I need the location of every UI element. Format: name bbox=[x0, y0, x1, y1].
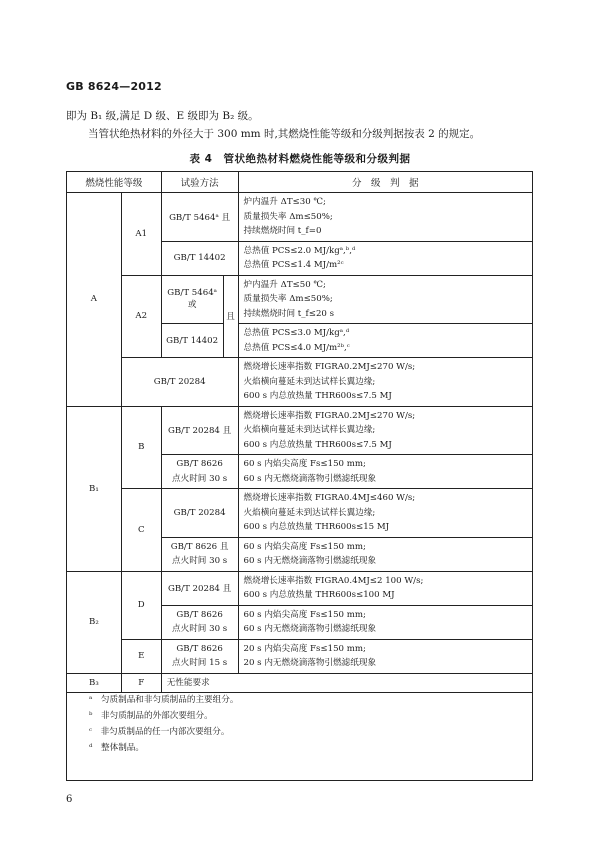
method-a2-and: 且 bbox=[223, 275, 238, 358]
criteria-e-8626 bbox=[238, 639, 532, 673]
criteria-line: 炉内温升 ΔT≤50 ℃; bbox=[243, 279, 326, 290]
method-b-8626 bbox=[161, 455, 238, 489]
method-a2-5464: GB/T 5464ᵃ 或 bbox=[161, 275, 223, 324]
criteria-line: 持续燃烧时间 t_f=0 bbox=[243, 226, 322, 236]
table-row bbox=[67, 489, 533, 538]
method-c-20284: GB/T 20284 bbox=[161, 489, 238, 538]
subgrade-a1: A1 bbox=[121, 193, 161, 276]
criteria-a2-14402 bbox=[238, 324, 532, 358]
criteria-b-20284 bbox=[238, 406, 532, 455]
grade-b3: B₃ bbox=[67, 673, 122, 693]
table-row bbox=[67, 193, 533, 242]
criteria-line: 火焰横向蔓延未到达试样长翼边缘; bbox=[243, 507, 376, 518]
header-method: 试验方法 bbox=[161, 172, 238, 193]
method-a2-14402: GB/T 14402 bbox=[161, 324, 223, 358]
footnote-b: ᵇ 非匀质制品的外部次要组分。 bbox=[89, 711, 213, 721]
criteria-line: 无性能要求 bbox=[166, 677, 210, 688]
criteria-a1-5464 bbox=[238, 193, 532, 242]
method-line: GB/T 8626 bbox=[176, 643, 223, 654]
criteria-c-8626 bbox=[238, 537, 532, 571]
header-criteria: 分 级 判 据 bbox=[238, 172, 532, 193]
paragraph-2: 当管状绝热材料的外径大于 300 mm 时,其燃烧性能等级和分级判据按表 2 的规定。 bbox=[88, 128, 481, 140]
table-row bbox=[67, 275, 533, 324]
footnote-c: ᶜ 非匀质制品的任一内部次要组分。 bbox=[89, 727, 230, 737]
subgrade-f: F bbox=[121, 673, 161, 693]
criteria-line: 600 s 内总放热量 THR600s≤100 MJ bbox=[243, 590, 395, 600]
criteria-line: 总热值 PCS≤2.0 MJ/kgᵃ,ᵇ,ᵈ bbox=[243, 245, 356, 256]
criteria-d-8626 bbox=[238, 605, 532, 639]
method-line: 点火时间 30 s bbox=[172, 624, 228, 634]
criteria-line: 燃烧增长速率指数 FIGRA0.4MJ≤460 W/s; bbox=[243, 493, 416, 503]
criteria-line: 60 s 内焰尖高度 Fs≤150 mm; bbox=[243, 541, 366, 552]
grade-a: A bbox=[67, 193, 122, 407]
criteria-line: 60 s 内焰尖高度 Fs≤150 mm; bbox=[243, 609, 366, 620]
criteria-b-8626 bbox=[238, 455, 532, 489]
criteria-line: 60 s 内无燃烧滴落物引燃滤纸现象 bbox=[243, 624, 377, 634]
method-d-8626 bbox=[161, 605, 238, 639]
criteria-line: 20 s 内焰尖高度 Fs≤150 mm; bbox=[243, 643, 366, 654]
criteria-line: 持续燃烧时间 t_f≤20 s bbox=[243, 308, 335, 319]
subgrade-b: B bbox=[121, 406, 161, 489]
criteria-line: 600 s 内总放热量 THR600s≤7.5 MJ bbox=[243, 391, 392, 401]
criteria-a1-14402 bbox=[238, 241, 532, 275]
method-line: 点火时间 30 s bbox=[172, 473, 228, 484]
classification-table bbox=[66, 171, 533, 693]
method-line: GB/T 8626 且 bbox=[170, 541, 229, 552]
page-number: 6 bbox=[66, 794, 73, 805]
criteria-line: 60 s 内无燃烧滴落物引燃滤纸现象 bbox=[243, 556, 377, 566]
criteria-d-20284 bbox=[238, 571, 532, 605]
criteria-line: 总热值 PCS≤4.0 MJ/m²ᵇ,ᶜ bbox=[243, 342, 350, 353]
paragraph-1: 即为 B₁ 级,满足 D 级、E 级即为 B₂ 级。 bbox=[66, 110, 259, 122]
method-line: GB/T 8626 bbox=[176, 459, 223, 469]
method-b-20284: GB/T 20284 且 bbox=[161, 406, 238, 455]
subgrade-a2: A2 bbox=[121, 275, 161, 358]
method-d-20284: GB/T 20284 且 bbox=[161, 571, 238, 605]
criteria-a2-5464 bbox=[238, 275, 532, 324]
criteria-line: 燃烧增长速率指数 FIGRA0.2MJ≤270 W/s; bbox=[243, 410, 416, 421]
criteria-line: 炉内温升 ΔT≤30 ℃; bbox=[243, 197, 326, 207]
criteria-c-20284 bbox=[238, 489, 532, 538]
criteria-line: 质量损失率 Δm≤50%; bbox=[243, 211, 333, 222]
criteria-line: 20 s 内无燃烧滴落物引燃滤纸现象 bbox=[243, 658, 377, 668]
table-row bbox=[67, 571, 533, 605]
grade-b1: B₁ bbox=[67, 406, 122, 571]
table-footnotes bbox=[66, 681, 533, 781]
method-a1-5464: GB/T 5464ᵃ 且 bbox=[161, 193, 238, 242]
table-row bbox=[67, 358, 533, 407]
footnote-a: ᵃ 匀质制品和非匀质制品的主要组分。 bbox=[89, 695, 239, 705]
criteria-line: 质量损失率 Δm≤50%; bbox=[243, 294, 333, 304]
footnote-d: ᵈ 整体制品。 bbox=[89, 743, 144, 753]
criteria-line: 60 s 内无燃烧滴落物引燃滤纸现象 bbox=[243, 473, 377, 484]
method-a-20284: GB/T 20284 bbox=[121, 358, 238, 407]
criteria-line: 600 s 内总放热量 THR600s≤7.5 MJ bbox=[243, 439, 392, 450]
table-caption: 表 4 管状绝热材料燃烧性能等级和分级判据 bbox=[189, 153, 411, 165]
grade-b2: B₂ bbox=[67, 571, 122, 673]
method-e-8626 bbox=[161, 639, 238, 673]
criteria-line: 火焰横向蔓延未到达试样长翼边缘; bbox=[243, 425, 376, 435]
table-row bbox=[67, 639, 533, 673]
table-row bbox=[67, 406, 533, 455]
table-header-row bbox=[67, 172, 533, 193]
criteria-line: 600 s 内总放热量 THR600s≤15 MJ bbox=[243, 522, 390, 532]
method-line: 点火时间 15 s bbox=[172, 658, 228, 668]
subgrade-c: C bbox=[121, 489, 161, 572]
criteria-line: 60 s 内焰尖高度 Fs≤150 mm; bbox=[243, 459, 366, 469]
criteria-line: 总热值 PCS≤3.0 MJ/kgᵃ,ᵈ bbox=[243, 328, 350, 338]
method-a1-14402: GB/T 14402 bbox=[161, 241, 238, 275]
standard-code: GB 8624—2012 bbox=[66, 80, 162, 93]
method-c-8626 bbox=[161, 537, 238, 571]
method-line: GB/T 8626 bbox=[176, 609, 223, 620]
criteria-line: 总热值 PCS≤1.4 MJ/m²ᶜ bbox=[243, 260, 344, 270]
method-line: 点火时间 30 s bbox=[172, 556, 228, 566]
criteria-line: 燃烧增长速率指数 FIGRA0.4MJ≤2 100 W/s; bbox=[243, 575, 424, 586]
header-grade: 燃烧性能等级 bbox=[67, 172, 162, 193]
criteria-line: 火焰横向蔓延未到达试样长翼边缘; bbox=[243, 376, 376, 387]
criteria-a-20284 bbox=[238, 358, 532, 407]
subgrade-d: D bbox=[121, 571, 161, 639]
criteria-line: 燃烧增长速率指数 FIGRA0.2MJ≤270 W/s; bbox=[243, 362, 416, 372]
subgrade-e: E bbox=[121, 639, 161, 673]
